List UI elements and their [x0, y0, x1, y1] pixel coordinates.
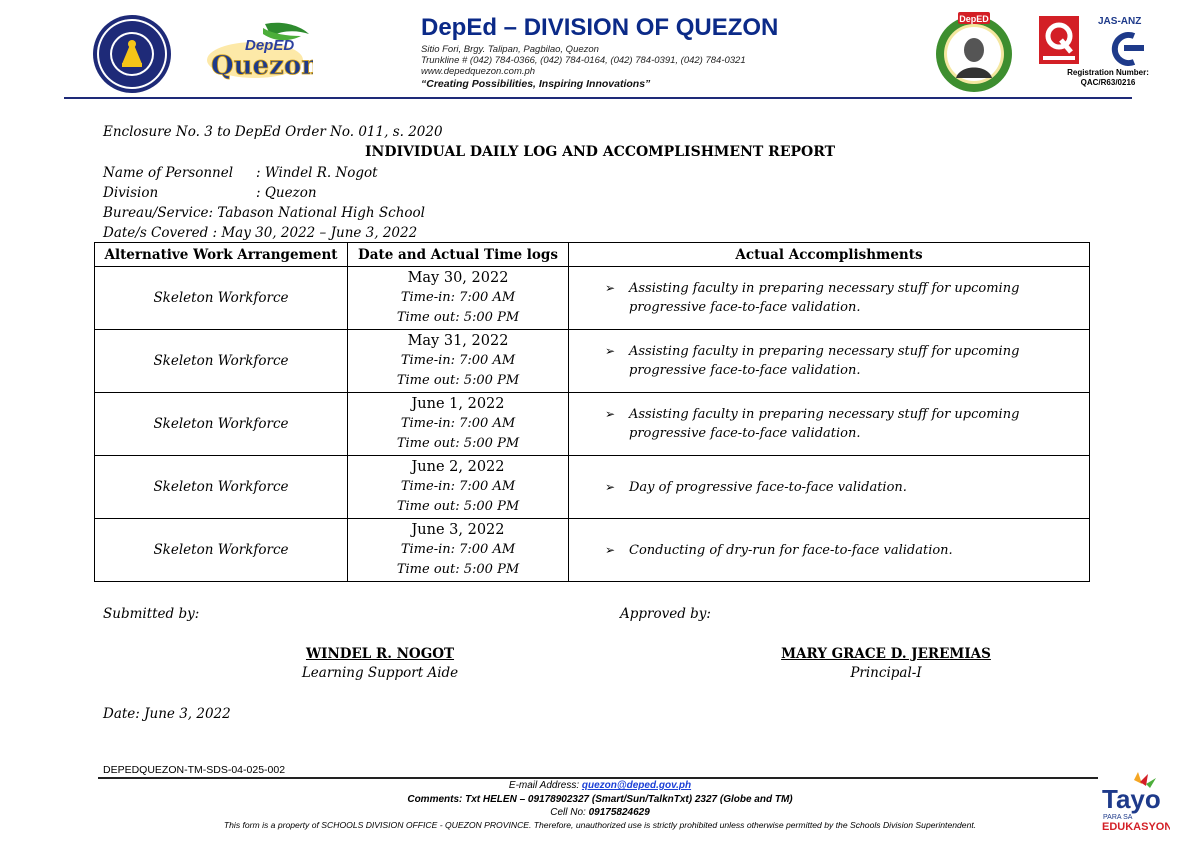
division-portrait-logo: [934, 12, 1014, 94]
column-header-accomplishments: Actual Accomplishments: [569, 243, 1090, 267]
date-time-cell: [348, 267, 569, 330]
quality-q-logo: [1039, 16, 1079, 64]
bureau-line: Bureau/Service: Tabason National High School: [103, 205, 425, 221]
header-address: Sitio Fori, Brgy. Talipan, Pagbilao, Quezon: [421, 44, 599, 55]
report-date: Date: June 3, 2022: [103, 706, 231, 722]
portrait-logo-label: DepED: [959, 14, 989, 24]
jas-anz-logo: [1094, 14, 1150, 70]
accomplishment-cell: [569, 330, 1090, 393]
footer-divider: [98, 777, 1098, 779]
cell-label: Cell No:: [550, 807, 589, 818]
log-date: June 3, 2022: [411, 522, 505, 538]
accomplishment-text: Assisting faculty in preparing necessary stuff for upcoming progressive face-to-face validation.: [629, 407, 1020, 441]
jas-anz-label: JAS-ANZ: [1098, 16, 1142, 27]
approver-name: MARY GRACE D. JEREMIAS: [781, 646, 991, 662]
daily-log-table: [94, 242, 1090, 582]
arrangement-cell: Skeleton Workforce: [95, 330, 348, 393]
dates-covered-line: Date/s Covered : May 30, 2022 – June 3, 2022: [103, 225, 418, 241]
registration-number: QAC/R63/0216: [1080, 78, 1136, 87]
table-row: [95, 519, 1090, 582]
date-time-cell: [348, 456, 569, 519]
enclosure-line: Enclosure No. 3 to DepEd Order No. 011, s. 2020: [103, 124, 443, 140]
footer-email-line: [100, 780, 1100, 791]
cell-number: 09175824629: [588, 807, 650, 818]
arrow-bullet-icon: ➢: [605, 542, 616, 557]
submitted-by-label: Submitted by:: [103, 606, 200, 622]
email-link[interactable]: quezon@deped.gov.ph: [581, 780, 692, 791]
accomplishment-cell: [569, 519, 1090, 582]
submitter-position: Learning Support Aide: [301, 665, 459, 681]
accomplishment-text: Day of progressive face-to-face validation.: [629, 479, 907, 495]
personnel-value: : Windel R. Nogot: [256, 165, 378, 181]
accomplishment-cell: [569, 456, 1090, 519]
arrangement-cell: Skeleton Workforce: [95, 519, 348, 582]
arrow-bullet-icon: ➢: [605, 407, 616, 421]
date-time-cell: [348, 519, 569, 582]
time-out: Time out: 5:00 PM: [396, 562, 520, 577]
table-header-row: [95, 243, 1090, 267]
header-title: DepEd – DIVISION OF QUEZON: [421, 14, 779, 41]
document-title: INDIVIDUAL DAILY LOG AND ACCOMPLISHMENT REPORT: [364, 144, 836, 160]
arrow-bullet-icon: ➢: [605, 479, 616, 494]
tayo-para-sa-edukasyon-logo: [1098, 770, 1170, 834]
table-row: [95, 330, 1090, 393]
deped-quezon-logo: [205, 20, 313, 80]
column-header-date-time: Date and Actual Time logs: [348, 243, 569, 267]
quezon-logo-wordmark: Quezon: [211, 51, 313, 80]
footer-comments: Comments: Txt HELEN – 09178902327 (Smart/Sun/TalknTxt) 2327 (Globe and TM): [407, 794, 793, 805]
email-label: E-mail Address:: [508, 780, 582, 791]
log-date: May 31, 2022: [407, 333, 509, 349]
document-reference-code: DEPEDQUEZON-TM-SDS-04-025-002: [103, 764, 286, 776]
approved-by-label: Approved by:: [620, 606, 711, 622]
accomplishment-text: Conducting of dry-run for face-to-face validation.: [629, 542, 953, 558]
submitter-name: WINDEL R. NOGOT: [305, 646, 455, 662]
accomplishment-text: Assisting faculty in preparing necessary stuff for upcoming progressive face-to-face validation.: [629, 281, 1020, 315]
time-in: Time-in: 7:00 AM: [400, 479, 516, 494]
time-out: Time out: 5:00 PM: [396, 436, 520, 451]
time-in: Time-in: 7:00 AM: [400, 416, 516, 431]
arrow-bullet-icon: ➢: [605, 344, 616, 358]
footer-cell-line: [100, 807, 1100, 818]
time-in: Time-in: 7:00 AM: [400, 542, 516, 557]
log-date: May 30, 2022: [407, 270, 509, 286]
tayo-edukasyon: EDUKASYON: [1102, 821, 1170, 833]
deped-seal-logo: [92, 14, 172, 94]
date-time-cell: [348, 393, 569, 456]
time-out: Time out: 5:00 PM: [396, 499, 520, 514]
time-out: Time out: 5:00 PM: [396, 373, 520, 388]
tayo-wordmark: Tayo: [1102, 784, 1161, 814]
time-in: Time-in: 7:00 AM: [400, 353, 516, 368]
log-date: June 2, 2022: [411, 459, 505, 475]
accomplishment-cell: [569, 267, 1090, 330]
log-date: June 1, 2022: [411, 396, 505, 412]
arrangement-cell: Skeleton Workforce: [95, 456, 348, 519]
table-row: [95, 456, 1090, 519]
approver-position: Principal-I: [850, 665, 922, 681]
tayo-para-sa: PARA SA: [1103, 814, 1133, 821]
arrow-bullet-icon: ➢: [605, 281, 616, 295]
division-value: : Quezon: [256, 185, 317, 201]
header-divider: [64, 97, 1132, 99]
quezon-logo-deped-text: DepED: [245, 37, 295, 54]
date-time-cell: [348, 330, 569, 393]
column-header-arrangement: Alternative Work Arrangement: [95, 243, 348, 267]
table-row: [95, 267, 1090, 330]
registration-block: [1058, 68, 1158, 88]
footer-disclaimer: This form is a property of SCHOOLS DIVISION OFFICE - QUEZON PROVINCE. Therefore, unauthorized use is strictly prohibited unless otherwise permitted by the Schools Division Superintendent.: [223, 820, 977, 830]
division-label: Division: [103, 185, 159, 201]
accomplishment-text: Assisting faculty in preparing necessary stuff for upcoming progressive face-to-face validation.: [629, 344, 1020, 378]
arrangement-cell: Skeleton Workforce: [95, 393, 348, 456]
time-in: Time-in: 7:00 AM: [400, 290, 516, 305]
header-trunkline: Trunkline # (042) 784-0366, (042) 784-0164, (042) 784-0391, (042) 784-0321: [421, 55, 746, 66]
registration-label: Registration Number:: [1067, 68, 1149, 77]
table-row: [95, 393, 1090, 456]
header-website: www.depedquezon.com.ph: [421, 66, 536, 77]
personnel-label: Name of Personnel: [103, 165, 234, 181]
arrangement-cell: Skeleton Workforce: [95, 267, 348, 330]
accomplishment-cell: [569, 393, 1090, 456]
time-out: Time out: 5:00 PM: [396, 310, 520, 325]
header-motto: “Creating Possibilities, Inspiring Innovations”: [421, 78, 651, 90]
